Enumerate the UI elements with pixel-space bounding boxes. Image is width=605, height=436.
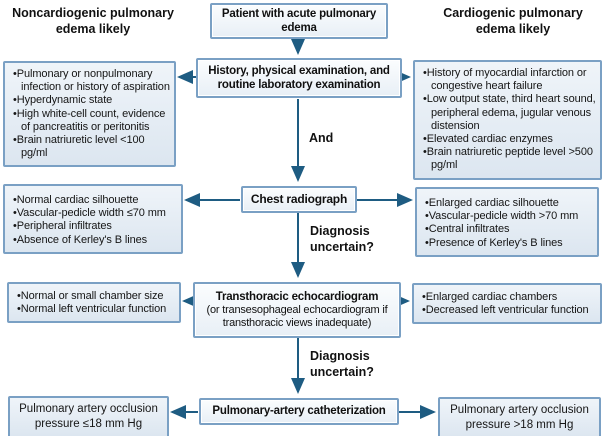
cardiogenic-history-findings-list: [418, 66, 597, 174]
echocardiogram-box-subtitle: (or transesophageal echocardiogram if transthoracic views inadequate): [206, 303, 388, 329]
catheterization-box: [199, 398, 399, 425]
bullet-item: • Presence of Kerley's B lines: [425, 237, 593, 250]
patient-box: [210, 3, 388, 39]
bullet-item: • Peripheral infiltrates: [13, 220, 177, 233]
bullet-item: • Vascular-pedicle width >70 mm: [425, 210, 593, 223]
noncardiogenic-echo-findings-list: [12, 289, 176, 317]
diagnosis-uncertain-label-1: Diagnosis uncertain?: [310, 224, 374, 254]
patient-box-label: Patient with acute pulmonary edema: [221, 8, 377, 35]
bullet-item: • Absence of Kerley's B lines: [13, 234, 177, 247]
bullet-item: • Enlarged cardiac silhouette: [425, 197, 593, 210]
noncardiogenic-radiograph-findings-box: [3, 184, 183, 254]
diagnosis-uncertain-label-2: Diagnosis uncertain?: [310, 349, 374, 379]
bullet-item: • Low output state, third heart sound, peripheral edema, jugular venous distension: [423, 93, 596, 133]
bullet-item: • High white-cell count, evidence of pancreatitis or peritonitis: [13, 108, 170, 134]
history-exam-box-label: History, physical examination, and routine laboratory examination: [208, 64, 390, 91]
catheterization-box-label: Pulmonary-artery catheterization: [212, 405, 386, 418]
noncardiogenic-radiograph-findings-list: [8, 193, 178, 248]
chest-radiograph-box-label: Chest radiograph: [250, 192, 348, 207]
bullet-item: • History of myocardial infarction or congestive heart failure: [423, 67, 596, 93]
column-header-cardiogenic: Cardiogenic pulmonary edema likely: [443, 6, 583, 36]
noncardiogenic-catheter-findings-box: [8, 396, 169, 436]
chest-radiograph-box: [241, 186, 357, 213]
noncardiogenic-history-findings-list: [8, 67, 171, 161]
bullet-item: • Normal or small chamber size: [17, 290, 175, 303]
cardiogenic-radiograph-findings-list: [420, 196, 594, 251]
bullet-item: • Normal cardiac silhouette: [13, 194, 177, 207]
cardiogenic-catheter-findings-box: [438, 397, 601, 436]
bullet-item: • Enlarged cardiac chambers: [422, 291, 596, 304]
bullet-item: • Elevated cardiac enzymes: [423, 133, 596, 146]
column-header-noncardiogenic: Noncardiogenic pulmonary edema likely: [12, 6, 174, 36]
noncardiogenic-catheter-findings-label: Pulmonary artery occlusion pressure ≤18 mm Hg: [19, 403, 158, 430]
noncardiogenic-echo-findings-box: [7, 282, 181, 323]
cardiogenic-history-findings-box: [413, 60, 602, 180]
bullet-item: • Pulmonary or nonpulmonary infection or history of aspiration: [13, 68, 170, 94]
bullet-item: • Hyperdynamic state: [13, 94, 170, 107]
cardiogenic-catheter-findings-label: Pulmonary artery occlusion pressure >18 mm Hg: [450, 404, 589, 431]
bullet-item: • Decreased left ventricular function: [422, 304, 596, 317]
bullet-item: • Vascular-pedicle width ≤70 mm: [13, 207, 177, 220]
bullet-item: • Brain natriuretic peptide level >500 pg/ml: [423, 146, 596, 172]
echocardiogram-box-title: Transthoracic echocardiogram: [215, 290, 379, 303]
bullet-item: • Normal left ventricular function: [17, 303, 175, 316]
cardiogenic-radiograph-findings-box: [415, 187, 599, 257]
bullet-item: • Brain natriuretic level <100 pg/ml: [13, 134, 170, 160]
and-connector-label: And: [309, 131, 334, 145]
cardiogenic-echo-findings-list: [417, 290, 597, 318]
echocardiogram-box: [193, 282, 401, 338]
bullet-item: • Central infiltrates: [425, 223, 593, 236]
history-exam-box: [196, 58, 402, 98]
noncardiogenic-history-findings-box: [3, 61, 176, 167]
cardiogenic-echo-findings-box: [412, 283, 602, 324]
